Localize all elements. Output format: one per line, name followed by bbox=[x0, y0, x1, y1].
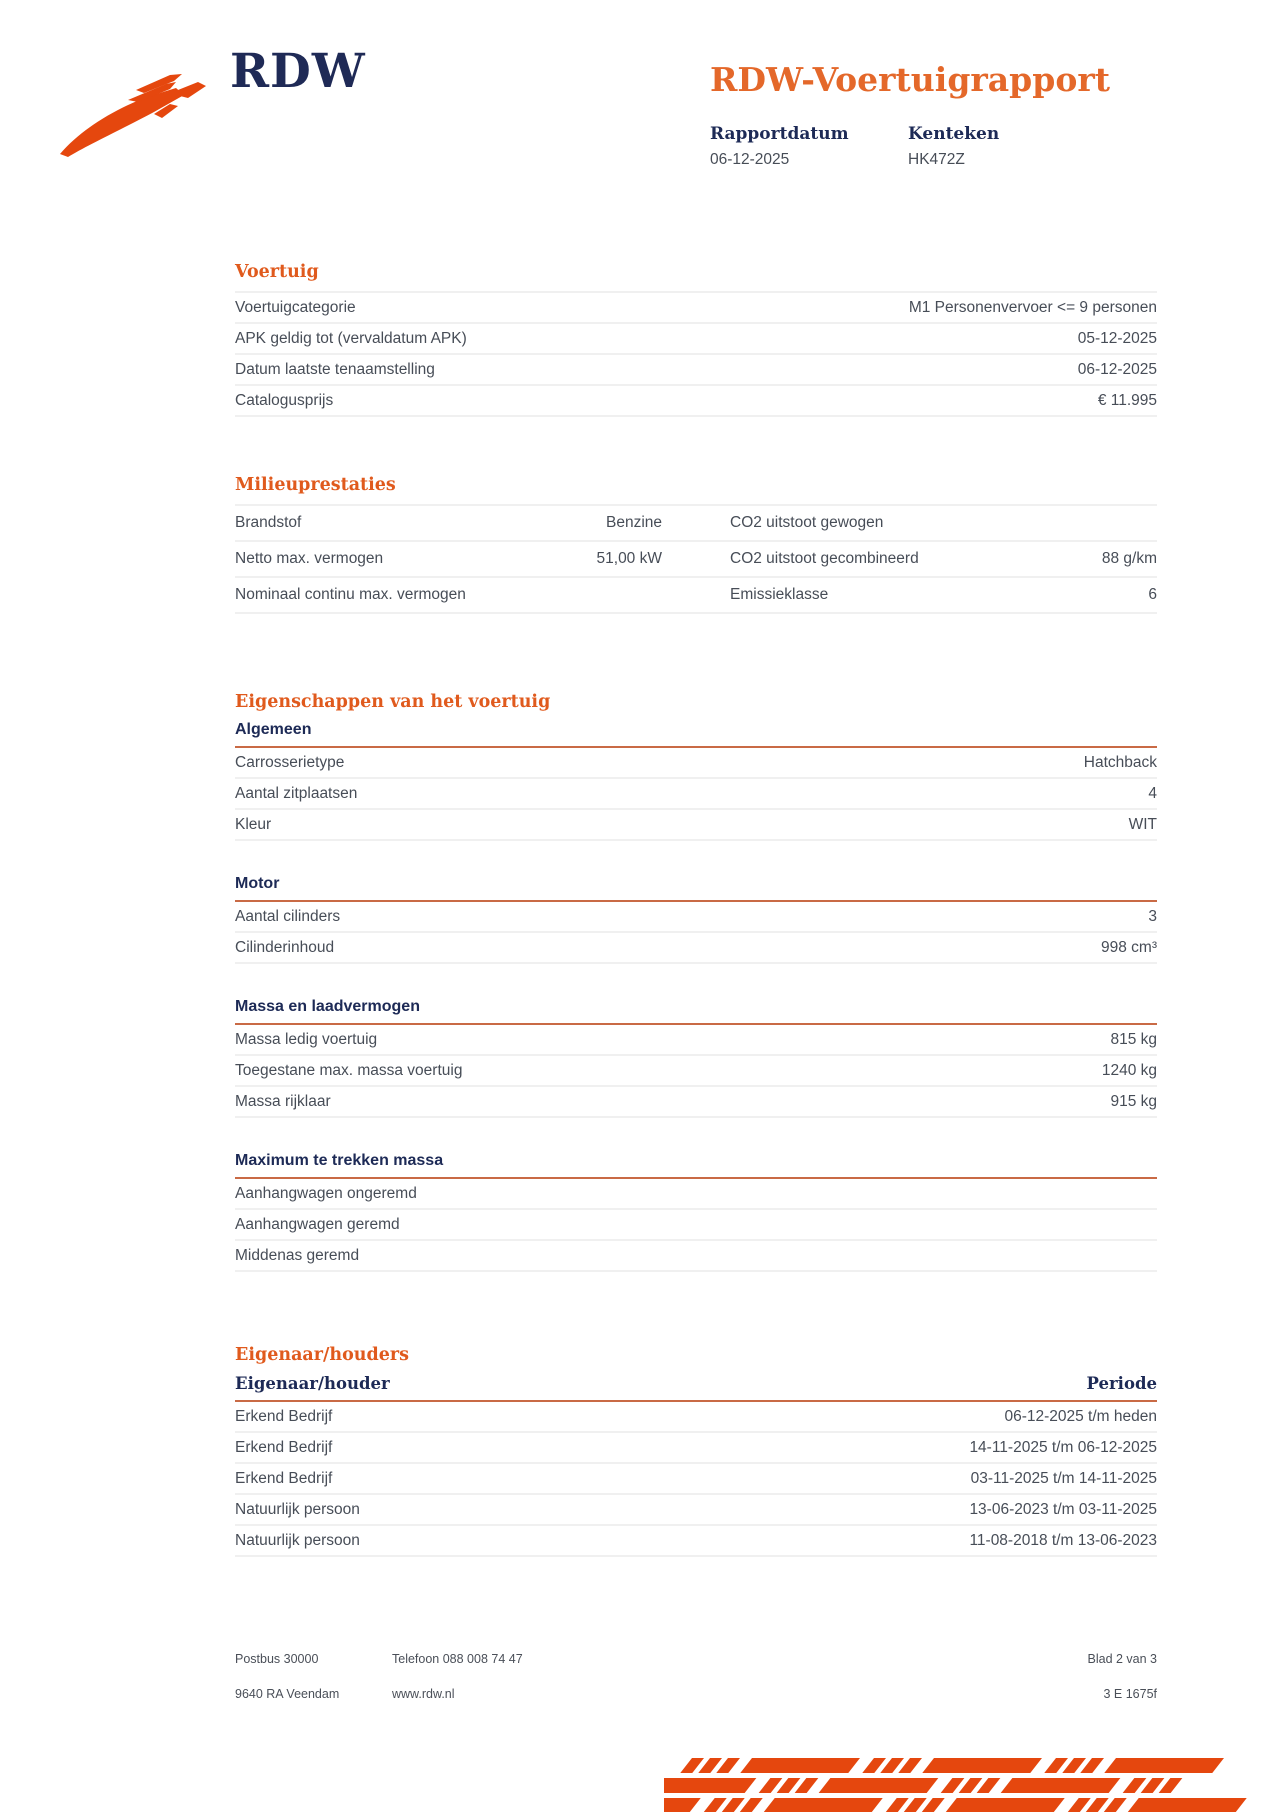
field-value: M1 Personenvervoer <= 9 personen bbox=[908, 298, 1157, 316]
footer-website: www.rdw.nl bbox=[392, 1687, 455, 1701]
subsection-trekken-massa bbox=[235, 1152, 1157, 1272]
owner-period: 13-06-2023 t/m 03-11-2025 bbox=[969, 1500, 1157, 1518]
license-plate-label: Kenteken bbox=[908, 124, 1000, 144]
rdw-logo-text: RDW bbox=[230, 44, 366, 99]
field-label: Middenas geremd bbox=[235, 1246, 360, 1264]
field-row bbox=[235, 1056, 1157, 1087]
owner-name: Erkend Bedrijf bbox=[235, 1469, 333, 1487]
report-date-value: 06-12-2025 bbox=[710, 151, 790, 168]
field-label: Datum laatste tenaamstelling bbox=[235, 360, 435, 378]
field-value: Hatchback bbox=[1083, 753, 1157, 771]
field-row bbox=[235, 902, 1157, 933]
field-row bbox=[235, 810, 1157, 841]
owner-name: Natuurlijk persoon bbox=[235, 1500, 360, 1518]
field-value: € 11.995 bbox=[1097, 391, 1157, 409]
section-eigenaren bbox=[235, 1345, 1157, 1557]
owner-period: 14-11-2025 t/m 06-12-2025 bbox=[969, 1438, 1157, 1456]
field-value: 915 kg bbox=[1110, 1092, 1157, 1110]
owner-name: Erkend Bedrijf bbox=[235, 1438, 333, 1456]
field-value: 6 bbox=[1148, 586, 1157, 603]
footer-address-line2: 9640 RA Veendam bbox=[235, 1687, 340, 1701]
field-value: 05-12-2025 bbox=[1077, 329, 1157, 347]
field-row bbox=[235, 933, 1157, 964]
footer-address-line1: Postbus 30000 bbox=[235, 1652, 319, 1666]
subsection-massa bbox=[235, 998, 1157, 1118]
field-label: Carrosserietype bbox=[235, 753, 345, 771]
field-row bbox=[235, 386, 1157, 417]
field-value: 4 bbox=[1148, 784, 1157, 802]
field-row bbox=[235, 355, 1157, 386]
field-label: Voertuigcategorie bbox=[235, 298, 356, 316]
field-label: Emissieklasse bbox=[730, 586, 829, 603]
section-title-eigenschappen: Eigenschappen van het voertuig bbox=[235, 692, 551, 712]
field-row bbox=[235, 1241, 1157, 1272]
owner-row bbox=[235, 1526, 1157, 1557]
license-plate-block bbox=[908, 124, 1106, 169]
field-label: Nominaal continu max. vermogen bbox=[235, 586, 466, 603]
subsection-title-trekken-massa: Maximum te trekken massa bbox=[235, 1152, 444, 1169]
owners-table-header bbox=[235, 1374, 1157, 1393]
subsection-title-massa: Massa en laadvermogen bbox=[235, 998, 420, 1015]
field-value: 998 cm³ bbox=[1101, 938, 1157, 956]
field-label: Massa ledig voertuig bbox=[235, 1030, 378, 1048]
owner-period: 11-08-2018 t/m 13-06-2023 bbox=[969, 1531, 1157, 1549]
field-label: Aantal zitplaatsen bbox=[235, 784, 358, 802]
rdw-feather-icon bbox=[58, 62, 210, 158]
report-date-block bbox=[710, 124, 908, 169]
field-value: 3 bbox=[1148, 907, 1157, 925]
section-title-voertuig: Voertuig bbox=[235, 262, 319, 282]
owner-period: 03-11-2025 t/m 14-11-2025 bbox=[970, 1469, 1157, 1487]
section-eigenschappen bbox=[235, 692, 1157, 1272]
field-row bbox=[235, 1210, 1157, 1241]
field-label: Kleur bbox=[235, 815, 272, 833]
section-voertuig bbox=[235, 262, 1157, 417]
owners-col-period: Periode bbox=[1086, 1374, 1157, 1393]
field-value: 815 kg bbox=[1110, 1030, 1157, 1048]
report-header bbox=[710, 60, 1180, 169]
field-value: 1240 kg bbox=[1101, 1061, 1157, 1079]
field-label: Aanhangwagen geremd bbox=[235, 1215, 400, 1233]
field-label: Toegestane max. massa voertuig bbox=[235, 1061, 463, 1079]
field-row bbox=[235, 748, 1157, 779]
section-title-eigenaren: Eigenaar/houders bbox=[235, 1345, 409, 1365]
footer-page-indicator: Blad 2 van 3 bbox=[1087, 1652, 1157, 1666]
field-row bbox=[235, 578, 1157, 614]
field-label: APK geldig tot (vervaldatum APK) bbox=[235, 329, 467, 347]
field-value: 06-12-2025 bbox=[1077, 360, 1157, 378]
owner-row bbox=[235, 1495, 1157, 1526]
owner-name: Erkend Bedrijf bbox=[235, 1407, 333, 1425]
field-label: Aanhangwagen ongeremd bbox=[235, 1184, 417, 1202]
subsection-algemeen bbox=[235, 721, 1157, 841]
field-row bbox=[235, 1087, 1157, 1118]
subsection-motor bbox=[235, 875, 1157, 964]
field-label: Aantal cilinders bbox=[235, 907, 341, 925]
subsection-title-algemeen: Algemeen bbox=[235, 721, 312, 738]
field-label: Cilinderinhoud bbox=[235, 938, 335, 956]
owner-row bbox=[235, 1433, 1157, 1464]
footer-phone: Telefoon 088 008 74 47 bbox=[392, 1652, 523, 1666]
field-label: Catalogusprijs bbox=[235, 391, 334, 409]
field-row bbox=[235, 779, 1157, 810]
page-title: RDW-Voertuigrapport bbox=[710, 60, 1110, 99]
subsection-title-motor: Motor bbox=[235, 875, 280, 892]
field-row bbox=[235, 324, 1157, 355]
report-date-label: Rapportdatum bbox=[710, 124, 849, 144]
page-footer bbox=[235, 1652, 1157, 1722]
owners-col-owner: Eigenaar/houder bbox=[235, 1374, 390, 1393]
field-label: Massa rijklaar bbox=[235, 1092, 331, 1110]
owner-period: 06-12-2025 t/m heden bbox=[1004, 1407, 1157, 1425]
field-row bbox=[235, 542, 1157, 578]
owner-row bbox=[235, 1402, 1157, 1433]
field-row bbox=[235, 506, 1157, 542]
section-title-milieuprestaties: Milieuprestaties bbox=[235, 475, 396, 495]
footer-doc-code: 3 E 1675f bbox=[1103, 1687, 1157, 1701]
owner-name: Natuurlijk persoon bbox=[235, 1531, 360, 1549]
license-plate-value: HK472Z bbox=[908, 151, 965, 168]
section-milieuprestaties bbox=[235, 475, 1157, 614]
field-label: Netto max. vermogen bbox=[235, 550, 384, 567]
field-value: 51,00 kW bbox=[596, 550, 662, 567]
field-value: Benzine bbox=[605, 514, 662, 531]
field-row bbox=[235, 1025, 1157, 1056]
field-label: CO2 uitstoot gecombineerd bbox=[730, 550, 919, 567]
owner-row bbox=[235, 1464, 1157, 1495]
field-label: CO2 uitstoot gewogen bbox=[730, 514, 884, 531]
rdw-stripes-decoration-icon bbox=[664, 1758, 1280, 1812]
field-row bbox=[235, 1179, 1157, 1210]
field-row bbox=[235, 293, 1157, 324]
field-value: WIT bbox=[1128, 815, 1157, 833]
field-value: 88 g/km bbox=[1101, 550, 1157, 567]
field-label: Brandstof bbox=[235, 514, 302, 531]
